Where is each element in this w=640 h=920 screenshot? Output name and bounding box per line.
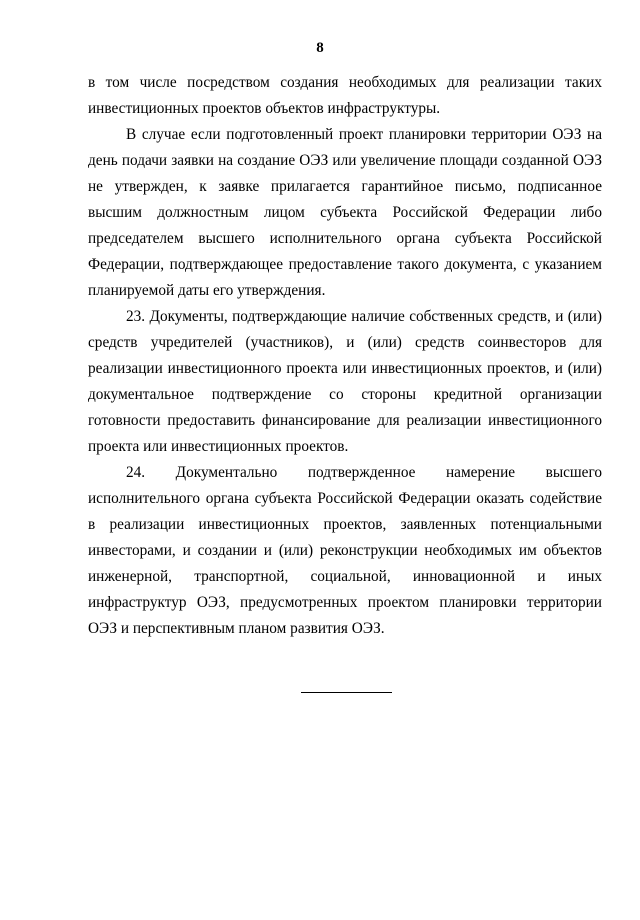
paragraph-continuation: в том числе посредством создания необходимых для реализации таких инвестиционных проектов объектов инфраструктуры. <box>88 74 602 117</box>
paragraph-item-24: 24. Документально подтвержденное намерение высшего исполнительного органа субъекта Российской Федерации оказать содействие в реализации инвестиционных проектов, заявленных потенциальными инвесторами, и создании и (или) реконструкции необходимых им объектов инженерной, транспортной, социальной, инновационной и иных инфраструктур ОЭЗ, предусмотренных проектом планировки территории ОЭЗ и перспективным планом развития ОЭЗ. <box>88 464 602 637</box>
end-separator-line <box>301 692 392 693</box>
document-body <box>88 70 602 642</box>
page-number: 8 <box>316 40 324 56</box>
paragraph-item-23: 23. Документы, подтверждающие наличие собственных средств, и (или) средств учредителей (участников), и (или) средств соинвесторов для реализации инвестиционного проекта или инвестиционных проектов, и (или) документальное подтверждение со стороны кредитной организации готовности предоставить финансирование для реализации инвестиционного проекта или инвестиционных проектов. <box>88 308 602 455</box>
paragraph-planning-project: В случае если подготовленный проект планировки территории ОЭЗ на день подачи заявки на создание ОЭЗ или увеличение площади созданной ОЭЗ не утвержден, к заявке прилагается гарантийное письмо, подписанное высшим должностным лицом субъекта Российской Федерации либо председателем высшего исполнительного органа субъекта Российской Федерации, подтверждающее предоставление такого документа, с указанием планируемой даты его утверждения. <box>88 126 602 299</box>
